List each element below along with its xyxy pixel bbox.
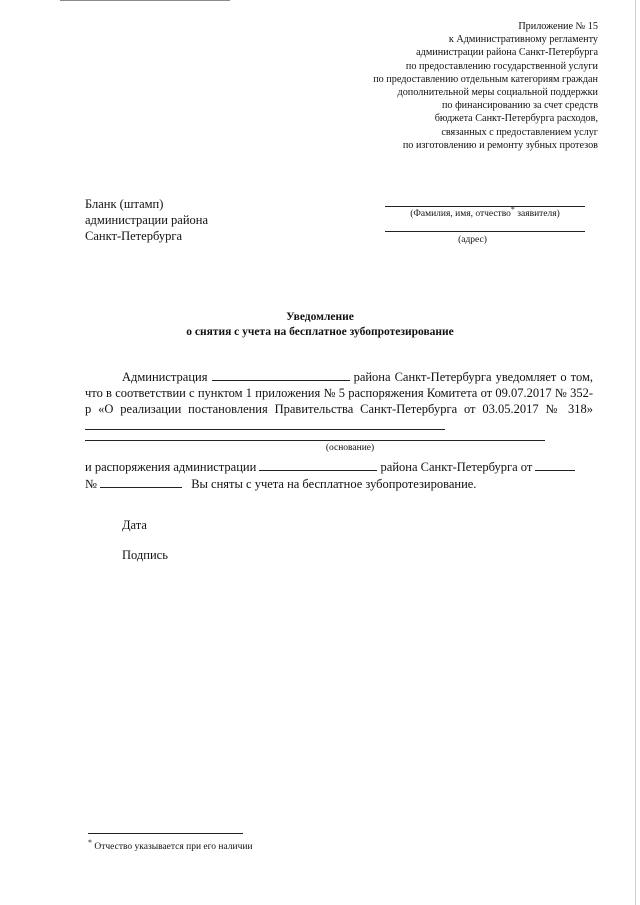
order-number-blank <box>100 475 182 488</box>
footnote-mark: * <box>510 204 515 214</box>
scan-artifact-edge <box>635 0 636 905</box>
applicant-address-line <box>385 231 585 232</box>
title-line: Уведомление <box>286 311 354 323</box>
stamp-line: Бланк (штамп) <box>85 197 164 211</box>
notice-paragraph: № Вы сняты с учета на бесплатное зубопротезирование. <box>85 477 477 491</box>
scan-artifact-top-line <box>60 0 230 1</box>
notice-body-continued <box>85 458 593 492</box>
order-date-blank <box>535 458 575 471</box>
applicant-address-caption: (адрес) <box>458 235 487 245</box>
appendix-line: дополнительной меры социальной поддержки <box>397 87 598 99</box>
notice-paragraph: Администрация района Санкт-Петербурга уведомляет о том, что в соответствии с пунктом 1 приложения № 5 распоряжения Комитета от 09.07.2017 № 352-р «О реализации постановления Правительства Санкт-Петербурга от 03.05.2017 № 318» <box>85 368 593 434</box>
appendix-line: связанных с предоставлением услуг <box>441 126 598 138</box>
stamp-line: Санкт-Петербурга <box>85 229 183 243</box>
signature-label: Подпись <box>122 548 168 562</box>
appendix-line: по изготовлению и ремонту зубных протезов <box>402 139 598 151</box>
appendix-line: бюджета Санкт-Петербурга расходов, <box>434 113 598 125</box>
addressee-block <box>385 200 585 246</box>
basis-blank <box>85 417 445 430</box>
applicant-name-caption: (Фамилия, имя, отчество* заявителя) <box>410 204 560 219</box>
order-blank <box>259 458 377 471</box>
notice-paragraph: и распоряжения администрации района Санкт-Петербурга от <box>85 458 593 475</box>
appendix-line: по предоставлению государственной услуги <box>405 60 598 72</box>
appendix-line: администрации района Санкт-Петербурга <box>416 47 598 59</box>
footnote: * Отчество указывается при его наличии <box>88 837 253 852</box>
appendix-line: Приложение № 15 <box>518 21 598 32</box>
appendix-header <box>298 20 598 152</box>
footnote-separator <box>88 833 243 834</box>
district-blank <box>212 368 350 381</box>
stamp-line: администрации района <box>85 213 209 227</box>
basis-line <box>85 440 545 441</box>
appendix-line: по финансированию за счет средств <box>441 100 598 112</box>
appendix-line: к Административному регламенту <box>448 34 598 46</box>
date-label: Дата <box>122 518 147 532</box>
notice-body <box>85 368 593 434</box>
document-title <box>0 310 640 339</box>
appendix-line: по предоставлению отдельным категориям граждан <box>373 73 598 85</box>
title-line: о снятия с учета на бесплатное зубопротезирование <box>186 325 454 338</box>
footnote-mark: * <box>88 837 92 847</box>
stamp-block <box>85 196 208 244</box>
applicant-name-line <box>385 206 585 207</box>
basis-caption: (основание) <box>325 443 375 453</box>
